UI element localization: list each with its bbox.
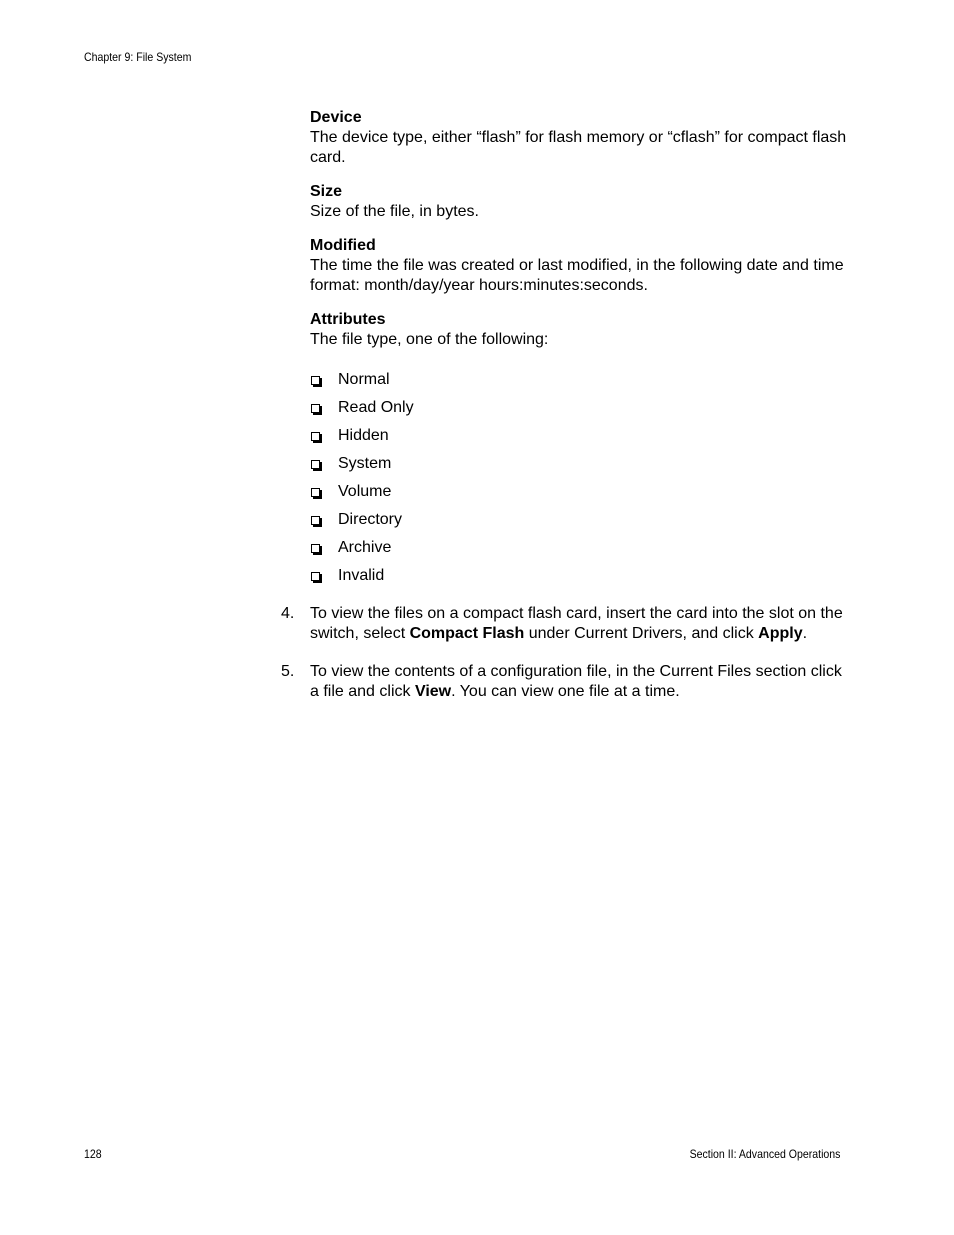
- list-item: [310, 510, 850, 538]
- page-number: 128: [84, 1147, 102, 1161]
- step-text: [310, 662, 850, 702]
- list-item: [310, 370, 850, 398]
- list-item: [310, 482, 850, 510]
- list-item: [310, 538, 850, 566]
- step-emphasis: View: [414, 683, 452, 700]
- running-header: Chapter 9: File System: [84, 50, 192, 64]
- list-item: [310, 398, 850, 426]
- step-text-part: To view the contents of a configuration file, in the Current Files section click a file and click: [310, 663, 842, 700]
- term-name: Attributes: [310, 311, 386, 328]
- term-description: Size of the file, in bytes.: [310, 203, 479, 220]
- step-text-part: To view the files on a compact flash card, insert the card into the slot on the switch, select: [310, 605, 843, 642]
- term-size: [310, 182, 850, 222]
- term-name: Modified: [310, 237, 376, 254]
- list-item-label: Invalid: [338, 567, 385, 584]
- step-4: [281, 604, 850, 644]
- box-bullet-icon: [311, 460, 320, 469]
- step-text-part: .: [802, 625, 808, 642]
- term-name: Device: [310, 109, 362, 126]
- main-content: [281, 108, 850, 702]
- box-bullet-icon: [311, 404, 320, 413]
- list-item-label: Archive: [338, 539, 392, 556]
- term-modified: [310, 236, 850, 296]
- term-device: [310, 108, 850, 168]
- list-item-label: Volume: [338, 483, 392, 500]
- box-bullet-icon: [311, 432, 320, 441]
- box-bullet-icon: [311, 376, 320, 385]
- term-description: The device type, either “flash” for flash memory or “cflash” for compact flash card.: [310, 129, 847, 166]
- attribute-list: [310, 370, 850, 594]
- step-text-part: under Current Drivers, and click: [524, 625, 759, 642]
- running-footer-section: Section II: Advanced Operations: [689, 1147, 840, 1161]
- box-bullet-icon: [311, 572, 320, 581]
- list-item-label: Read Only: [338, 399, 414, 416]
- step-5: [281, 662, 850, 702]
- term-description: The time the file was created or last modified, in the following date and time format: month/day/year hours:minutes:seconds.: [310, 257, 844, 294]
- step-number: 5.: [281, 663, 295, 680]
- list-item: [310, 454, 850, 482]
- list-item-label: Normal: [338, 371, 390, 388]
- box-bullet-icon: [311, 516, 320, 525]
- list-item-label: System: [338, 455, 392, 472]
- step-number: 4.: [281, 605, 295, 622]
- step-text: [310, 604, 850, 644]
- box-bullet-icon: [311, 544, 320, 553]
- list-item: [310, 566, 850, 594]
- step-emphasis: Compact Flash: [409, 625, 525, 642]
- list-item-label: Directory: [338, 511, 403, 528]
- list-item-label: Hidden: [338, 427, 389, 444]
- step-emphasis: Apply: [758, 625, 803, 642]
- term-name: Size: [310, 183, 343, 200]
- step-text-part: . You can view one file at a time.: [451, 683, 680, 700]
- term-attributes: [310, 310, 850, 350]
- box-bullet-icon: [311, 488, 320, 497]
- term-description: The file type, one of the following:: [310, 331, 549, 348]
- list-item: [310, 426, 850, 454]
